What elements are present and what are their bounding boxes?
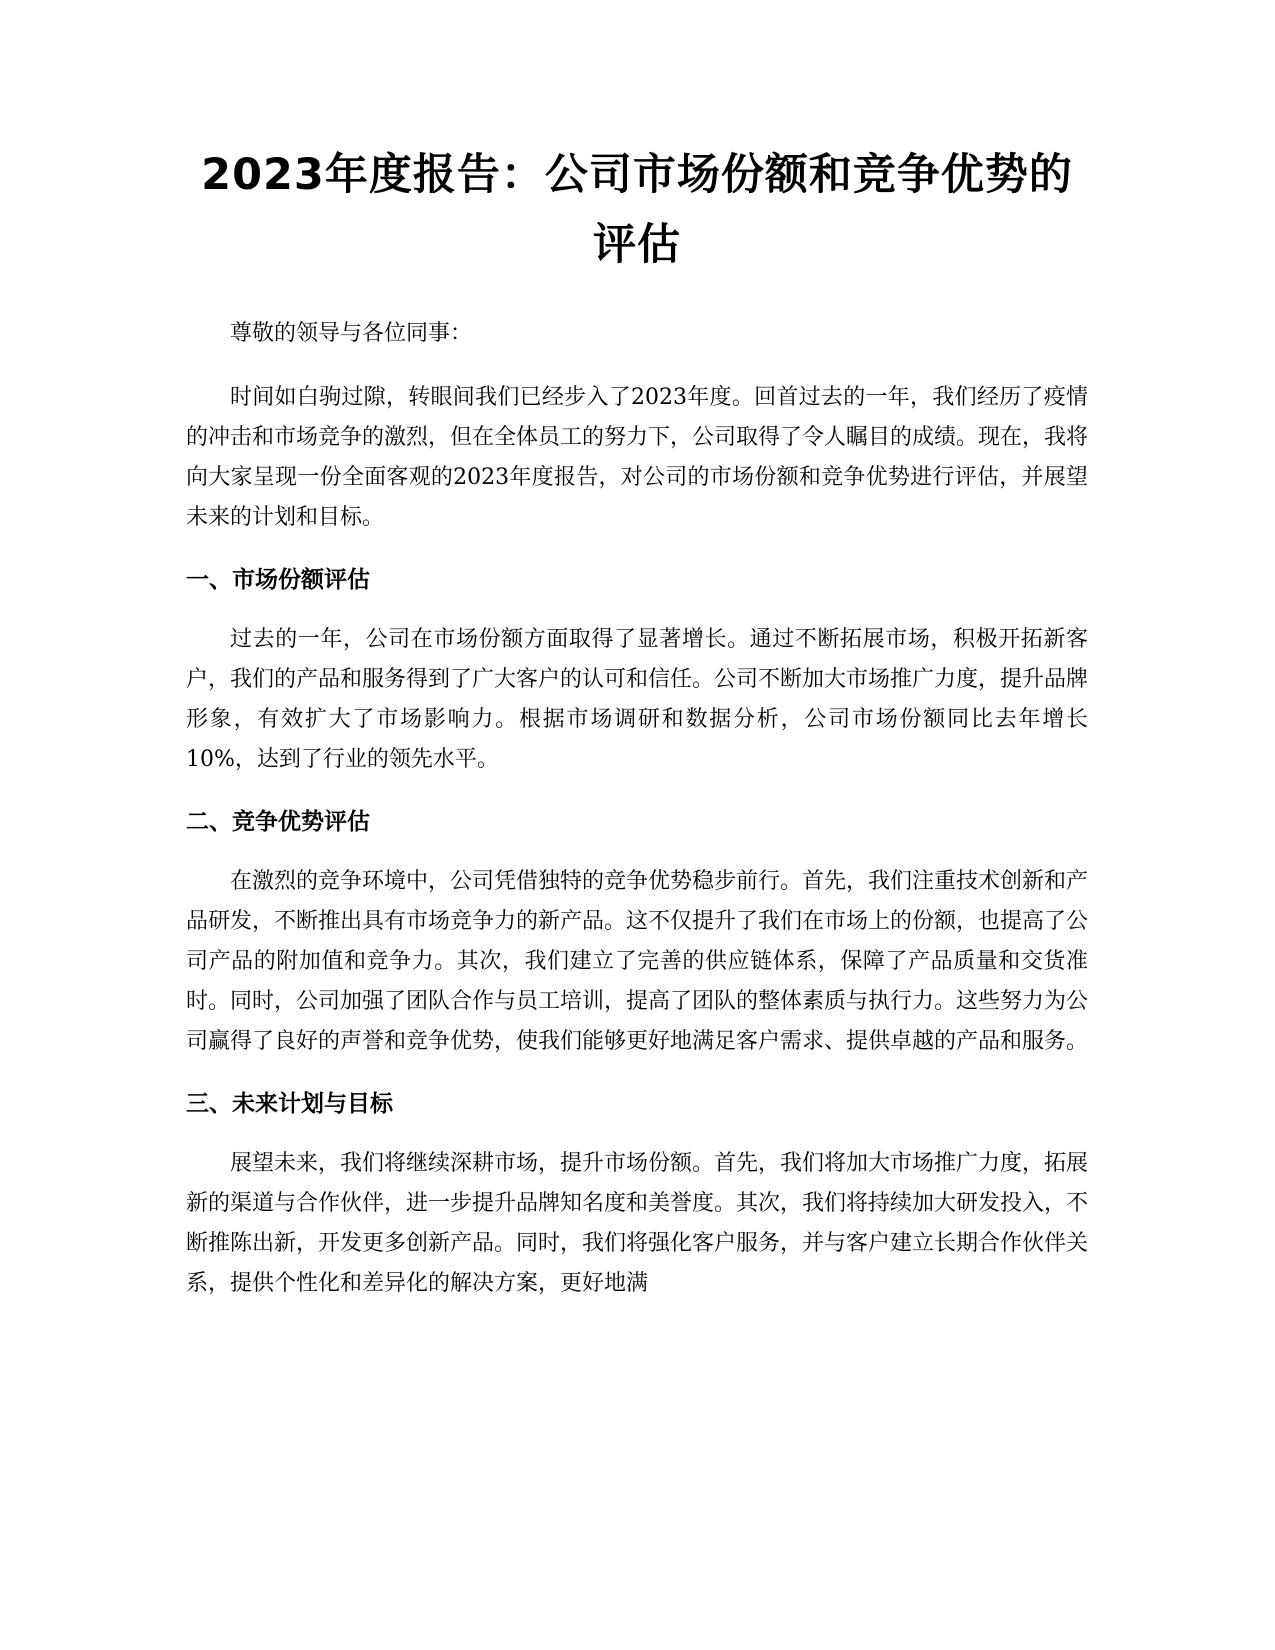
document-page [186,140,1088,1304]
section-body-competitive-advantage: 在激烈的竞争环境中，公司凭借独特的竞争优势稳步前行。首先，我们注重技术创新和产品研发，不断推出具有市场竞争力的新产品。这不仅提升了我们在市场上的份额，也提高了公司产品的附加值和竞争力。其次，我们建立了完善的供应链体系，保障了产品质量和交货准时。同时，公司加强了团队合作与员工培训，提高了团队的整体素质与执行力。这些努力为公司赢得了良好的声誉和竞争优势，使我们能够更好地满足客户需求、提供卓越的产品和服务。 [186,869,1089,1054]
section-body-market-share: 过去的一年，公司在市场份额方面取得了显著增长。通过不断拓展市场，积极开拓新客户，我们的产品和服务得到了广大客户的认可和信任。公司不断加大市场推广力度，提升品牌形象，有效扩大了市场影响力。根据市场调研和数据分析，公司市场份额同比去年增长10%，达到了行业的领先水平。 [186,627,1089,772]
salutation: 尊敬的领导与各位同事： [230,321,473,346]
section-heading-market-share: 一、市场份额评估 [186,567,370,593]
section-heading-future-plans: 三、未来计划与目标 [186,1091,393,1117]
section-body-future-plans: 展望未来，我们将继续深耕市场，提升市场份额。首先，我们将加大市场推广力度，拓展新的渠道与合作伙伴，进一步提升品牌知名度和美誉度。其次，我们将持续加大研发投入，不断推陈出新，开发更多创新产品。同时，我们将强化客户服务，并与客户建立长期合作伙伴关系，提供个性化和差异化的解决方案，更好地满 [186,1151,1089,1296]
section-heading-competitive-advantage: 二、竞争优势评估 [186,809,370,835]
document-title: 2023年度报告：公司市场份额和竞争优势的评估 [201,150,1073,270]
intro-paragraph: 时间如白驹过隙，转眼间我们已经步入了2023年度。回首过去的一年，我们经历了疫情的冲击和市场竞争的激烈，但在全体员工的努力下，公司取得了令人瞩目的成绩。现在，我将向大家呈现一份全面客观的2023年度报告，对公司的市场份额和竞争优势进行评估，并展望未来的计划和目标。 [186,385,1089,530]
